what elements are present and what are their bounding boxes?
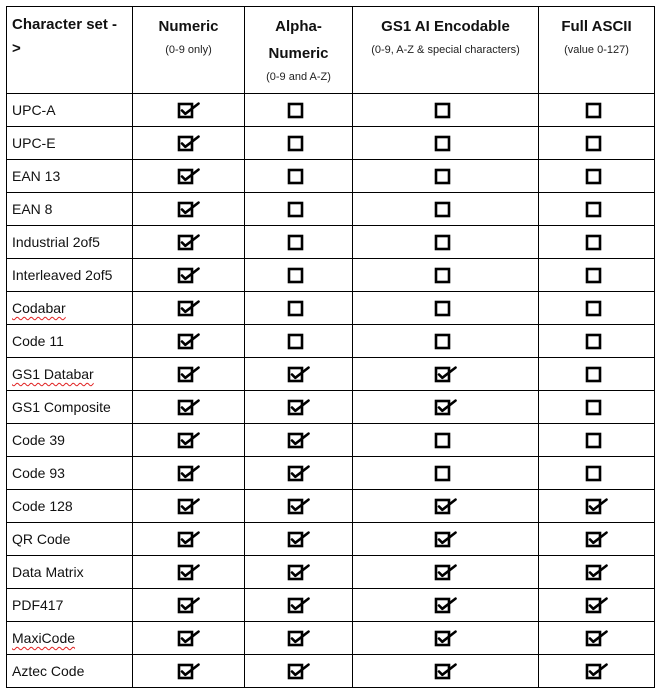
support-cell-gs1-ai	[353, 193, 539, 226]
support-cell-full-ascii	[539, 523, 655, 556]
support-cell-full-ascii	[539, 226, 655, 259]
header-full-ascii	[539, 7, 655, 94]
symbology-name: GS1 Composite	[12, 399, 111, 415]
symbology-name: QR Code	[12, 531, 71, 547]
checked-box-icon	[434, 630, 458, 648]
checked-box-icon	[434, 597, 458, 615]
checked-box-icon	[434, 531, 458, 549]
table-row	[7, 160, 655, 193]
empty-box-icon	[434, 168, 458, 186]
support-cell-full-ascii	[539, 160, 655, 193]
empty-box-icon	[585, 135, 609, 153]
checked-box-icon	[177, 597, 201, 615]
symbology-cell	[7, 292, 133, 325]
checked-box-icon	[434, 366, 458, 384]
support-cell-gs1-ai	[353, 589, 539, 622]
symbology-cell	[7, 160, 133, 193]
support-cell-numeric	[133, 325, 245, 358]
empty-box-icon	[434, 465, 458, 483]
checked-box-icon	[434, 564, 458, 582]
table-row	[7, 655, 655, 688]
symbology-name: Interleaved 2of5	[12, 267, 113, 283]
symbology-name: UPC-A	[12, 102, 56, 118]
support-cell-gs1-ai	[353, 457, 539, 490]
support-cell-numeric	[133, 94, 245, 127]
symbology-cell	[7, 556, 133, 589]
empty-box-icon	[287, 234, 311, 252]
symbology-name: Code 39	[12, 432, 65, 448]
checked-box-icon	[287, 432, 311, 450]
support-cell-gs1-ai	[353, 556, 539, 589]
empty-box-icon	[434, 201, 458, 219]
symbology-name: Codabar	[12, 300, 66, 316]
support-cell-numeric	[133, 292, 245, 325]
support-cell-alphanumeric	[245, 127, 353, 160]
support-cell-gs1-ai	[353, 226, 539, 259]
empty-box-icon	[585, 234, 609, 252]
empty-box-icon	[287, 201, 311, 219]
checked-box-icon	[177, 168, 201, 186]
symbology-name: Code 128	[12, 498, 73, 514]
empty-box-icon	[287, 102, 311, 120]
empty-box-icon	[434, 267, 458, 285]
support-cell-alphanumeric	[245, 193, 353, 226]
support-cell-gs1-ai	[353, 622, 539, 655]
symbology-cell	[7, 325, 133, 358]
checked-box-icon	[434, 399, 458, 417]
symbology-name: GS1 Databar	[12, 366, 94, 382]
symbology-cell	[7, 193, 133, 226]
symbology-name: MaxiCode	[12, 630, 76, 646]
support-cell-numeric	[133, 424, 245, 457]
symbology-name: EAN 8	[12, 201, 53, 217]
support-cell-gs1-ai	[353, 358, 539, 391]
support-cell-numeric	[133, 127, 245, 160]
empty-box-icon	[287, 168, 311, 186]
checked-box-icon	[434, 663, 458, 681]
support-cell-alphanumeric	[245, 358, 353, 391]
header-character-set-label: Character set - >	[12, 16, 118, 57]
table-row	[7, 226, 655, 259]
checked-box-icon	[287, 465, 311, 483]
support-cell-full-ascii	[539, 655, 655, 688]
support-cell-alphanumeric	[245, 655, 353, 688]
checked-box-icon	[177, 333, 201, 351]
header-numeric	[133, 7, 245, 94]
support-cell-alphanumeric	[245, 259, 353, 292]
checked-box-icon	[287, 564, 311, 582]
support-cell-numeric	[133, 622, 245, 655]
symbology-cell	[7, 622, 133, 655]
checked-box-icon	[177, 267, 201, 285]
empty-box-icon	[287, 300, 311, 318]
empty-box-icon	[434, 102, 458, 120]
support-cell-gs1-ai	[353, 391, 539, 424]
symbology-name: EAN 13	[12, 168, 61, 184]
empty-box-icon	[585, 366, 609, 384]
checked-box-icon	[177, 465, 201, 483]
header-numeric-sub: (0-9 only)	[165, 44, 212, 56]
checked-box-icon	[287, 399, 311, 417]
header-alphanumeric-label: Alpha- Numeric	[268, 18, 329, 62]
empty-box-icon	[434, 333, 458, 351]
support-cell-full-ascii	[539, 94, 655, 127]
table-row	[7, 523, 655, 556]
support-cell-full-ascii	[539, 424, 655, 457]
empty-box-icon	[585, 168, 609, 186]
support-cell-full-ascii	[539, 358, 655, 391]
support-cell-alphanumeric	[245, 457, 353, 490]
support-cell-full-ascii	[539, 193, 655, 226]
character-set-table	[6, 6, 655, 688]
checked-box-icon	[177, 531, 201, 549]
support-cell-alphanumeric	[245, 589, 353, 622]
symbology-cell	[7, 127, 133, 160]
checked-box-icon	[177, 432, 201, 450]
header-numeric-label: Numeric	[158, 18, 219, 35]
header-row	[7, 7, 655, 94]
support-cell-full-ascii	[539, 325, 655, 358]
symbology-name: PDF417	[12, 597, 64, 613]
symbology-cell	[7, 391, 133, 424]
empty-box-icon	[585, 465, 609, 483]
checked-box-icon	[177, 102, 201, 120]
support-cell-full-ascii	[539, 589, 655, 622]
symbology-name: Aztec Code	[12, 663, 85, 679]
checked-box-icon	[585, 564, 609, 582]
support-cell-full-ascii	[539, 127, 655, 160]
symbology-cell	[7, 490, 133, 523]
header-alphanumeric	[245, 7, 353, 94]
empty-box-icon	[434, 135, 458, 153]
empty-box-icon	[585, 399, 609, 417]
symbology-name: Data Matrix	[12, 564, 84, 580]
table-row	[7, 457, 655, 490]
support-cell-numeric	[133, 259, 245, 292]
checked-box-icon	[585, 630, 609, 648]
checked-box-icon	[287, 366, 311, 384]
support-cell-full-ascii	[539, 457, 655, 490]
support-cell-gs1-ai	[353, 523, 539, 556]
support-cell-gs1-ai	[353, 259, 539, 292]
support-cell-alphanumeric	[245, 556, 353, 589]
support-cell-numeric	[133, 589, 245, 622]
support-cell-full-ascii	[539, 292, 655, 325]
symbology-name: Code 11	[12, 333, 64, 349]
support-cell-alphanumeric	[245, 622, 353, 655]
table-row	[7, 589, 655, 622]
table-row	[7, 259, 655, 292]
symbology-cell	[7, 457, 133, 490]
support-cell-numeric	[133, 391, 245, 424]
empty-box-icon	[585, 201, 609, 219]
checked-box-icon	[177, 201, 201, 219]
empty-box-icon	[287, 135, 311, 153]
empty-box-icon	[585, 102, 609, 120]
empty-box-icon	[585, 300, 609, 318]
support-cell-numeric	[133, 358, 245, 391]
table-row	[7, 325, 655, 358]
support-cell-alphanumeric	[245, 226, 353, 259]
checked-box-icon	[177, 564, 201, 582]
support-cell-gs1-ai	[353, 292, 539, 325]
support-cell-gs1-ai	[353, 127, 539, 160]
support-cell-numeric	[133, 457, 245, 490]
support-cell-numeric	[133, 193, 245, 226]
symbology-name: UPC-E	[12, 135, 56, 151]
table-row	[7, 556, 655, 589]
support-cell-numeric	[133, 655, 245, 688]
support-cell-alphanumeric	[245, 94, 353, 127]
checked-box-icon	[177, 300, 201, 318]
table-row	[7, 391, 655, 424]
support-cell-full-ascii	[539, 391, 655, 424]
support-cell-numeric	[133, 226, 245, 259]
symbology-cell	[7, 424, 133, 457]
empty-box-icon	[585, 432, 609, 450]
support-cell-alphanumeric	[245, 391, 353, 424]
symbology-name: Code 93	[12, 465, 65, 481]
checked-box-icon	[177, 135, 201, 153]
support-cell-numeric	[133, 556, 245, 589]
checked-box-icon	[287, 531, 311, 549]
header-character-set	[7, 7, 133, 94]
empty-box-icon	[287, 267, 311, 285]
empty-box-icon	[287, 333, 311, 351]
checked-box-icon	[585, 531, 609, 549]
support-cell-full-ascii	[539, 556, 655, 589]
table-row	[7, 127, 655, 160]
checked-box-icon	[177, 663, 201, 681]
symbology-cell	[7, 523, 133, 556]
support-cell-alphanumeric	[245, 424, 353, 457]
header-full-ascii-label: Full ASCII	[561, 18, 632, 35]
empty-box-icon	[585, 333, 609, 351]
support-cell-full-ascii	[539, 490, 655, 523]
support-cell-full-ascii	[539, 259, 655, 292]
checked-box-icon	[287, 498, 311, 516]
header-gs1-ai	[353, 7, 539, 94]
support-cell-alphanumeric	[245, 325, 353, 358]
empty-box-icon	[585, 267, 609, 285]
support-cell-gs1-ai	[353, 424, 539, 457]
checked-box-icon	[585, 663, 609, 681]
header-gs1-ai-sub: (0-9, A-Z & special characters)	[371, 44, 520, 56]
support-cell-alphanumeric	[245, 490, 353, 523]
table-row	[7, 94, 655, 127]
header-gs1-ai-label: GS1 AI Encodable	[381, 18, 510, 35]
symbology-cell	[7, 589, 133, 622]
support-cell-alphanumeric	[245, 523, 353, 556]
support-cell-alphanumeric	[245, 160, 353, 193]
checked-box-icon	[434, 498, 458, 516]
checked-box-icon	[177, 630, 201, 648]
table-row	[7, 358, 655, 391]
table-row	[7, 424, 655, 457]
header-alphanumeric-sub: (0-9 and A-Z)	[266, 71, 331, 83]
table-row	[7, 193, 655, 226]
table-row	[7, 490, 655, 523]
symbology-name: Industrial 2of5	[12, 234, 100, 250]
checked-box-icon	[585, 597, 609, 615]
support-cell-gs1-ai	[353, 490, 539, 523]
support-cell-gs1-ai	[353, 94, 539, 127]
empty-box-icon	[434, 300, 458, 318]
support-cell-gs1-ai	[353, 160, 539, 193]
support-cell-numeric	[133, 490, 245, 523]
support-cell-alphanumeric	[245, 292, 353, 325]
symbology-cell	[7, 259, 133, 292]
header-full-ascii-sub: (value 0-127)	[564, 44, 629, 56]
empty-box-icon	[434, 234, 458, 252]
checked-box-icon	[287, 630, 311, 648]
support-cell-gs1-ai	[353, 325, 539, 358]
checked-box-icon	[177, 498, 201, 516]
symbology-cell	[7, 358, 133, 391]
support-cell-full-ascii	[539, 622, 655, 655]
checked-box-icon	[177, 399, 201, 417]
symbology-cell	[7, 94, 133, 127]
support-cell-numeric	[133, 160, 245, 193]
table-row	[7, 292, 655, 325]
checked-box-icon	[585, 498, 609, 516]
support-cell-numeric	[133, 523, 245, 556]
checked-box-icon	[177, 366, 201, 384]
checked-box-icon	[287, 663, 311, 681]
empty-box-icon	[434, 432, 458, 450]
table-row	[7, 622, 655, 655]
checked-box-icon	[287, 597, 311, 615]
table-body	[7, 94, 655, 688]
symbology-cell	[7, 226, 133, 259]
checked-box-icon	[177, 234, 201, 252]
support-cell-gs1-ai	[353, 655, 539, 688]
symbology-cell	[7, 655, 133, 688]
